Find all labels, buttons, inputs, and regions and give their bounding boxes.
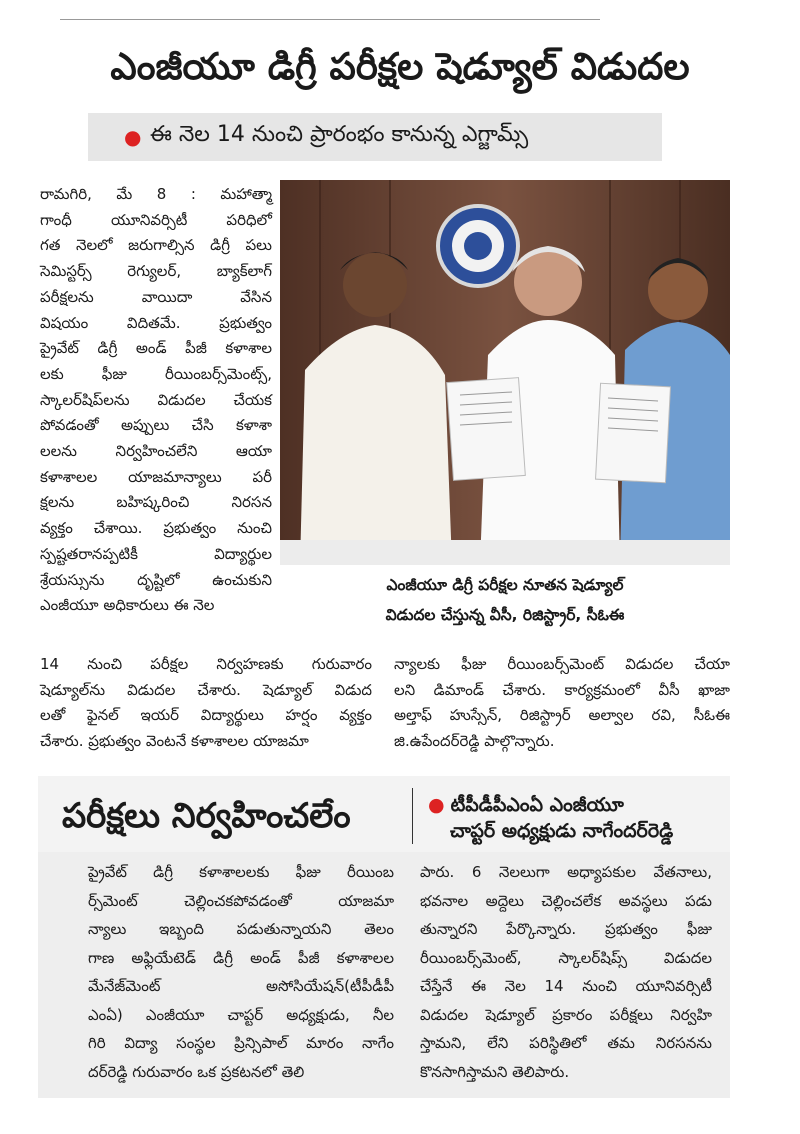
text-line: లలను నిర్వహించలేని ఆయా	[40, 442, 272, 461]
text-line: మేనేజ్‌మెంట్ అసోసియేషన్(టీపీడీపీ	[88, 977, 394, 995]
text-line: స్తామని, లేని పరిస్థితిలో తమ నిరసనను	[420, 1034, 712, 1052]
university-seal-icon	[438, 206, 518, 286]
text-line: పరీక్షలను వాయిదా వేసిన	[40, 287, 272, 306]
text-line: విషయం విదితమే. ప్రభుత్వం	[40, 313, 272, 332]
subtitle-line: టీపీడీపీఎంఏ ఎంజీయూ	[450, 794, 624, 816]
sidebar-box-right-column	[420, 858, 712, 1086]
text-line: న్యాలకు ఫీజు రీయింబర్స్‌మెంట్ విడుదల చేయా	[394, 655, 730, 673]
text-line: విడుదల షెడ్యూల్ ప్రకారం పరీక్షలు నిర్వహి	[420, 1005, 712, 1024]
text-line: స్పష్టతరానప్పటికీ విద్యార్థుల	[40, 544, 272, 563]
text-line: చేస్తేనే ఈ నెల 14 నుంచి యూనివర్సిటీ	[420, 977, 712, 995]
text-line: స్కాలర్‌షిప్‌లను విడుదల చేయక	[40, 390, 272, 409]
text-line: లని డిమాండ్ చేశారు. కార్యక్రమంలో వీసీ ఖాజా	[394, 680, 730, 699]
text-line: ప్రైవేట్ డిగ్రీ కళాశాలలకు ఫీజు రీయింబ	[88, 863, 394, 881]
text-line: శ్రేయస్సును దృష్టిలో ఉంచుకుని	[40, 570, 272, 589]
divider	[412, 788, 413, 844]
text-line: జి.ఉపేందర్‌రెడ్డి పాల్గొన్నారు.	[394, 732, 555, 751]
photo-caption	[280, 570, 730, 630]
text-line: దర్‌రెడ్డి గురువారం ఒక ప్రకటనలో తెలి	[88, 1062, 305, 1081]
news-photo	[280, 180, 730, 565]
red-bullet-icon: ●	[124, 125, 142, 149]
text-line: గాణ అఫ్లియేటెడ్ డిగ్రీ అండ్ పీజీ కళాశాలల	[88, 948, 394, 967]
text-line: న్యాలు ఇబ్బంది పడుతున్నాయని తెలం	[88, 920, 394, 938]
subtitle-line: చాప్టర్ అధ్యక్షుడు నాగేందర్‌రెడ్డి	[450, 820, 674, 842]
text-line: షెడ్యూల్‌ను విడుదల చేశారు. షెడ్యూల్ విడుద	[40, 680, 372, 699]
text-line: తున్నారని పేర్కొన్నారు. ప్రభుత్వం ఫీజు	[420, 920, 712, 938]
caption-line: ఎంజీయూ డిగ్రీ పరీక్షల నూతన షెడ్యూల్	[386, 576, 624, 594]
caption-line: విడుదల చేస్తున్న వీసీ, రిజిస్ట్రార్, సీఓఈ	[385, 606, 625, 624]
subheadline: ఈ నెల 14 నుంచి ప్రారంభం కానున్న ఎగ్జామ్స్	[150, 122, 529, 147]
text-line: 14 నుంచి పరీక్షల నిర్వహణకు గురువారం	[40, 655, 372, 673]
text-line: ఎంజీయూ అధికారులు ఈ నెల	[40, 596, 215, 615]
text-line: ఎంఏ) ఎంజీయూ చాప్టర్ అధ్యక్షుడు, నీల	[88, 1005, 394, 1024]
text-line: ర్స్‌మెంట్ చెల్లించకపోవడంతో యాజమా	[88, 891, 394, 910]
text-line: ప్రైవేట్ డిగ్రీ అండ్ పీజీ కళాశాల	[40, 339, 272, 358]
text-line: భవనాల అద్దెలు చెల్లించలేక అవస్థలు పడు	[420, 891, 712, 910]
text-line: రామగిరి, మే 8 : మహాత్మా	[40, 185, 272, 203]
text-line: లతో ఫైనల్ ఇయర్ విద్యార్థులు హర్షం వ్యక్తం	[40, 706, 372, 725]
text-line: క్షలను బహిష్కరించి నిరసన	[40, 493, 272, 512]
sidebar-box-left-column	[88, 858, 394, 1086]
text-line: కళాశాలల యాజమాన్యాలు పరీ	[40, 467, 272, 486]
text-line: గిరి విద్యా సంస్థల ప్రిన్సిపాల్ మారం నాగేం	[88, 1034, 394, 1052]
article-left-column	[40, 182, 272, 619]
text-line: సెమిస్టర్స్ రెగ్యులర్, బ్యాక్‌లాగ్	[40, 262, 272, 281]
sidebar-box-subtitle	[428, 792, 673, 844]
text-line: పోవడంతో అప్పులు చేసి కళాశా	[40, 416, 272, 435]
headline: ఎంజీయూ డిగ్రీ పరీక్షల షెడ్యూల్ విడుదల	[110, 45, 690, 88]
sidebar-box-title: పరీక్షలు నిర్వహించలేం	[62, 796, 351, 836]
red-bullet-icon: ●	[428, 794, 445, 816]
previous-article-strip	[0, 0, 800, 10]
article-bottom-right	[394, 652, 730, 755]
subheadline-box	[88, 113, 662, 161]
text-line: అల్తాఫ్ హుస్సేన్, రిజిస్ట్రార్ అల్వాల రవి, సీఓఈ	[394, 706, 730, 725]
text-line: పారు. 6 నెలలుగా అధ్యాపకుల వేతనాలు,	[420, 863, 712, 881]
text-line: రీయింబర్స్‌మెంట్, స్కాలర్‌షిప్స్ విడుదల	[420, 948, 712, 967]
text-line: చేశారు. ప్రభుత్వం వెంటనే కళాశాలల యాజమా	[40, 732, 309, 751]
top-rule	[60, 19, 600, 20]
text-line: వ్యక్తం చేశాయి. ప్రభుత్వం నుంచి	[40, 519, 272, 538]
text-line: కొనసాగిస్తామని తెలిపారు.	[420, 1062, 570, 1081]
article-bottom-left	[40, 652, 372, 755]
text-line: గాంధీ యూనివర్సిటీ పరిధిలో	[40, 210, 272, 229]
text-line: గత నెలలో జరుగాల్సిన డిగ్రీ పలు	[40, 236, 272, 255]
text-line: లకు ఫీజు రీయింబర్స్‌మెంట్స్,	[40, 364, 272, 383]
